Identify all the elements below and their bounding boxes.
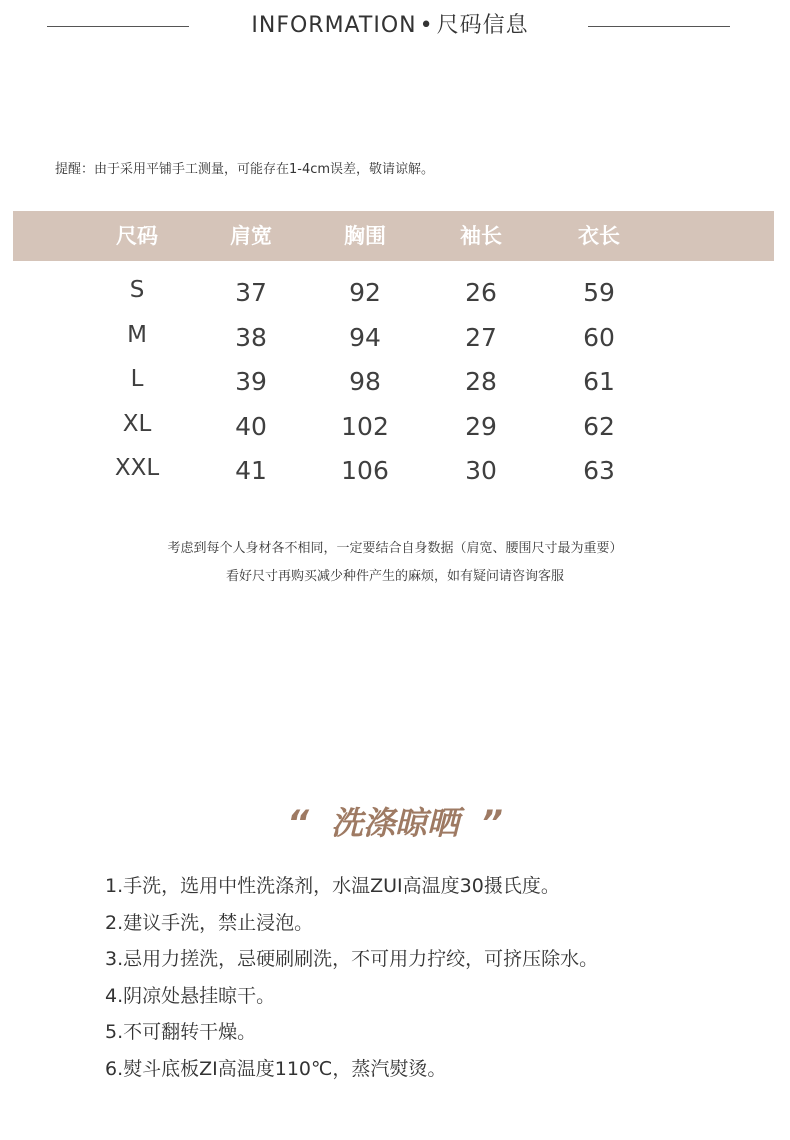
size-label: L [130, 366, 144, 392]
table-row [13, 271, 774, 316]
care-instructions-list [105, 870, 765, 1089]
page-title-zh: 尺码信息 [436, 13, 529, 38]
advice-line-2: 看好尺寸再购买减少种件产生的麻烦，如有疑问请咨询客服 [225, 569, 564, 584]
table-row [13, 316, 774, 361]
size-label: S [129, 277, 145, 303]
advice-line-1: 考虑到每个人身材各不相同，一定要结合自身数据（肩宽、腰围尺寸最为重要） [167, 541, 623, 556]
chest-value: 102 [341, 411, 389, 441]
size-label: XXL [114, 455, 160, 481]
chest-value: 94 [349, 322, 381, 352]
shoulder-value: 37 [235, 278, 267, 307]
length-value: 59 [583, 278, 615, 307]
table-row [13, 360, 774, 405]
column-header-chest: 胸围 [344, 224, 386, 248]
page-title-separator: • [419, 13, 434, 38]
size-label: XL [122, 410, 152, 437]
open-quote-mark: “ [287, 803, 309, 843]
care-title-text: 洗涤晾晒 [330, 804, 459, 842]
sleeve-value: 27 [465, 322, 497, 352]
size-table-body [13, 271, 774, 494]
list-item: 2.建议手洗，禁止浸泡。 [105, 911, 314, 934]
header-divider-right [588, 26, 730, 27]
chest-value: 98 [349, 367, 381, 396]
list-item: 1.手洗，选用中性洗涤剂，水温ZUI高温度30摄氏度。 [105, 875, 560, 897]
column-header-sleeve: 袖长 [460, 224, 502, 248]
chest-value: 106 [341, 456, 389, 485]
list-item: 6.熨斗底板ZI高温度110℃，蒸汽熨烫。 [105, 1057, 447, 1080]
page-title-en: INFORMATION [251, 13, 417, 38]
length-value: 63 [583, 456, 615, 485]
shoulder-value: 41 [235, 456, 267, 485]
size-table-header [13, 211, 774, 261]
header-divider-left [47, 26, 189, 27]
shoulder-value: 38 [235, 322, 267, 352]
sleeve-value: 26 [465, 278, 497, 307]
list-item: 4.阴凉处悬挂晾干。 [105, 984, 276, 1007]
sleeve-value: 28 [465, 367, 497, 396]
shoulder-value: 40 [235, 411, 267, 441]
size-label: M [127, 321, 147, 348]
sleeve-value: 30 [465, 456, 497, 485]
shoulder-value: 39 [235, 367, 267, 396]
length-value: 61 [583, 367, 615, 396]
table-row [13, 405, 774, 450]
length-value: 62 [583, 411, 615, 441]
table-row [13, 449, 774, 494]
list-item: 5.不可翻转干燥。 [105, 1021, 257, 1043]
care-section-title [0, 800, 790, 846]
column-header-size: 尺码 [116, 224, 158, 248]
measurement-note: 提醒：由于采用平铺手工测量，可能存在1-4cm误差，敬请谅解。 [55, 162, 435, 177]
column-header-length: 衣长 [578, 224, 620, 248]
page-title [200, 10, 580, 42]
chest-value: 92 [349, 278, 381, 307]
column-header-shoulder: 肩宽 [230, 224, 272, 248]
list-item: 3.忌用力搓洗，忌硬刷刷洗，不可用力拧绞，可挤压除水。 [105, 948, 599, 970]
close-quote-mark: ” [481, 803, 503, 843]
sleeve-value: 29 [465, 411, 497, 441]
length-value: 60 [583, 322, 615, 352]
